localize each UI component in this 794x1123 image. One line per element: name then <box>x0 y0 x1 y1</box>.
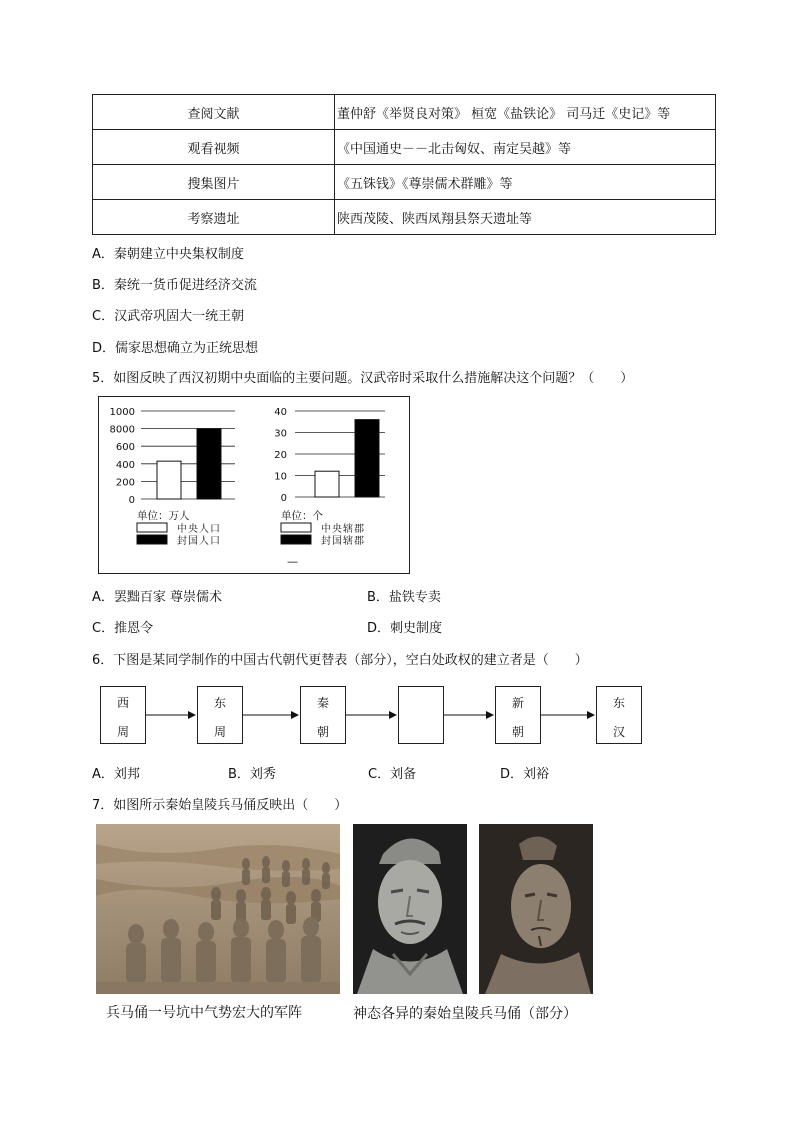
table-row <box>93 95 716 130</box>
dynasty-char: 新 <box>511 696 524 710</box>
q6-stem: 6．下图是某同学制作的中国古代朝代更替表（部分），空白处政权的建立者是（ ） <box>92 653 588 668</box>
legend-swatch <box>137 523 167 532</box>
bar-中央辖郡 <box>315 471 339 497</box>
bar-封国辖郡 <box>355 420 379 497</box>
content-cell: 陕西茂陵、陕西凤翔县祭天遗址等 <box>335 200 716 235</box>
table-row <box>93 200 716 235</box>
q4-option-a[interactable]: A．秦朝建立中央集权制度 <box>92 247 244 262</box>
method-cell: 考察遗址 <box>93 200 335 235</box>
unit-label: 单位：个 <box>281 510 323 522</box>
dynasty-char: 朝 <box>316 725 329 739</box>
resource-table <box>92 94 716 235</box>
legend-swatch <box>281 535 311 544</box>
tick-label: 10 <box>274 471 287 483</box>
q5-stem: 5．如图反映了西汉初期中央面临的主要问题。汉武帝时采取什么措施解决这个问题？（ ） <box>92 371 634 386</box>
dynasty-arrows <box>0 700 794 730</box>
tick-label: 40 <box>274 407 287 418</box>
q5-option-c[interactable]: C．推恩令 <box>92 621 154 636</box>
method-cell: 搜集图片 <box>93 165 335 200</box>
content-cell: 《中国通史－－北击匈奴、南定吴越》等 <box>335 130 716 165</box>
dynasty-char: 秦 <box>316 696 329 710</box>
tick-label: 200 <box>115 477 135 489</box>
chart-dash: — <box>287 555 298 568</box>
table-row <box>93 130 716 165</box>
q6-option-d[interactable]: D．刘裕 <box>500 767 550 782</box>
q6-option-b[interactable]: B．刘秀 <box>228 767 276 782</box>
legend-swatch <box>137 535 167 544</box>
legend-label: 中央辖郡 <box>321 524 365 535</box>
dynasty-char: 周 <box>116 725 129 739</box>
dynasty-char: 周 <box>213 725 226 739</box>
q5-option-d[interactable]: D．刺史制度 <box>367 621 443 636</box>
table-row <box>93 165 716 200</box>
tick-label: 20 <box>274 450 287 461</box>
warrior-head-photo-2 <box>479 824 593 994</box>
q5-option-a[interactable]: A．罢黜百家 尊崇儒术 <box>92 590 223 605</box>
legend-label: 中央人口 <box>177 524 221 535</box>
tick-label: 8000 <box>109 424 135 436</box>
legend-label: 封国辖郡 <box>321 536 365 547</box>
tick-label: 400 <box>115 459 135 471</box>
dynasty-char: 朝 <box>511 725 524 739</box>
q4-option-c[interactable]: C．汉武帝巩固大一统王朝 <box>92 309 245 324</box>
dynasty-char: 西 <box>116 696 129 710</box>
dynasty-char: 汉 <box>612 725 625 739</box>
legend-swatch <box>281 523 311 532</box>
q6-option-a[interactable]: A．刘邦 <box>92 767 140 782</box>
legend-label: 封国人口 <box>177 536 221 547</box>
q6-option-c[interactable]: C．刘备 <box>368 767 417 782</box>
tick-label: 1000 <box>109 407 135 418</box>
q5-chart-frame <box>98 396 410 574</box>
method-cell: 观看视频 <box>93 130 335 165</box>
tick-label: 0 <box>128 495 135 506</box>
content-cell: 董仲舒《举贤良对策》 桓宽《盐铁论》 司马迁《史记》等 <box>335 95 716 130</box>
content-cell: 《五铢钱》《尊崇儒术群雕》等 <box>335 165 716 200</box>
q5-option-b[interactable]: B．盐铁专卖 <box>367 590 441 605</box>
dynasty-char: 东 <box>213 696 226 710</box>
method-cell: 查阅文献 <box>93 95 335 130</box>
tick-label: 30 <box>274 428 287 440</box>
q5-bar-charts <box>99 397 409 573</box>
tick-label: 600 <box>115 442 135 454</box>
q4-option-d[interactable]: D．儒家思想确立为正统思想 <box>92 341 259 356</box>
tick-label: 0 <box>280 493 287 504</box>
dynasty-char: 东 <box>612 696 625 710</box>
caption-army-pit: 兵马俑一号坑中气势宏大的军阵 <box>106 1005 302 1021</box>
unit-label: 单位：万人 <box>137 510 190 522</box>
warrior-head-photo-1 <box>353 824 467 994</box>
bar-中央人口 <box>157 461 181 499</box>
q4-option-b[interactable]: B．秦统一货币促进经济交流 <box>92 278 257 293</box>
caption-warrior-heads: 神态各异的秦始皇陵兵马俑（部分） <box>353 1006 577 1022</box>
q7-stem: 7．如图所示秦始皇陵兵马俑反映出（ ） <box>92 798 348 813</box>
bar-封国人口 <box>197 429 221 499</box>
terracotta-army-pit-photo <box>96 824 340 994</box>
